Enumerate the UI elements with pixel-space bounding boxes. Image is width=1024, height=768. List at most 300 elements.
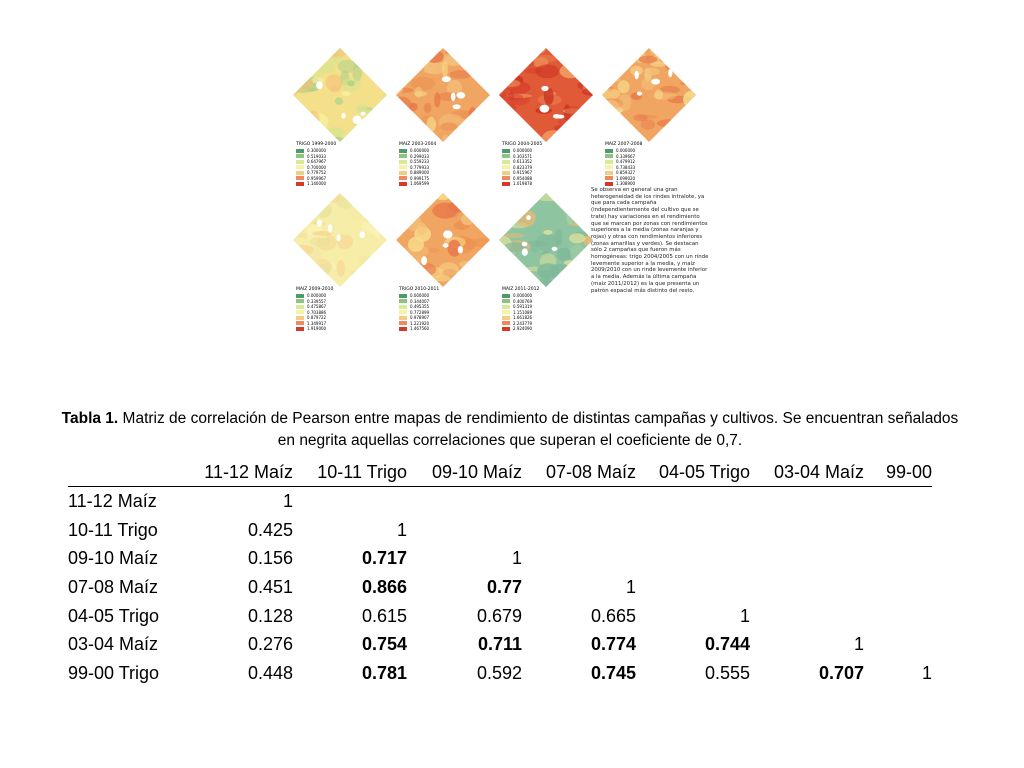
map-gap	[421, 256, 427, 265]
yield-patch	[566, 66, 591, 72]
yield-patch	[359, 256, 373, 270]
yield-patch	[681, 124, 689, 128]
yield-patch	[600, 77, 620, 82]
legend-swatch	[399, 316, 407, 320]
legend-value: 2.243779	[513, 320, 533, 326]
yield-patch	[341, 284, 364, 290]
legend-entry	[502, 326, 539, 332]
yield-patch	[290, 205, 300, 212]
map-gap	[526, 215, 531, 220]
legend-title: MAIZ 2009-2010	[296, 287, 334, 292]
map-gap	[651, 79, 660, 85]
yield-patch	[451, 283, 464, 291]
table-body	[68, 487, 932, 688]
yield-patch	[453, 190, 463, 197]
yield-patch	[466, 120, 481, 131]
yield-patch	[347, 80, 355, 86]
empty-cell	[636, 516, 750, 545]
yield-patch	[480, 215, 493, 223]
yield-patch	[363, 110, 375, 122]
yield-patch	[499, 79, 521, 87]
legend-swatch	[399, 165, 407, 169]
map-legend	[296, 287, 333, 332]
yield-patch	[567, 201, 580, 218]
legend-value: 0.779933	[410, 164, 430, 170]
table-caption	[60, 408, 960, 452]
legend-swatch	[399, 149, 407, 153]
yield-patch	[496, 199, 505, 216]
yield-patch	[417, 223, 428, 235]
yield-patch	[523, 274, 537, 288]
yield-patch	[309, 263, 318, 275]
yield-patch	[614, 45, 637, 54]
yield-patch	[393, 206, 410, 217]
legend-swatch	[502, 321, 510, 325]
yield-patch	[566, 130, 573, 145]
column-header: 04-05 Trigo	[636, 458, 750, 487]
yield-patch	[314, 63, 335, 74]
map-gap	[453, 104, 461, 109]
table-row	[68, 602, 932, 631]
legend-swatch	[296, 321, 304, 325]
row-label: 11-12 Maíz	[68, 490, 157, 511]
yield-patch	[609, 59, 619, 67]
yield-patch	[609, 56, 622, 63]
map-legend	[399, 287, 439, 332]
yield-patch	[534, 55, 558, 62]
yield-patch	[360, 128, 377, 145]
yield-patch	[435, 191, 451, 201]
table-header-row	[68, 458, 932, 487]
legend-value: 0.889000	[410, 170, 430, 176]
map-legend	[502, 142, 542, 187]
correlation-cell: 0.615	[361, 605, 407, 626]
yield-patch	[418, 57, 427, 65]
yield-patch	[372, 131, 386, 145]
yield-patch	[659, 49, 668, 63]
table-row	[68, 659, 932, 688]
map-legend	[605, 142, 642, 187]
yield-patch	[393, 45, 400, 53]
yield-patch	[585, 45, 596, 52]
yield-patch	[301, 277, 308, 288]
yield-patch	[496, 217, 511, 225]
row-label: 09-10 Maíz	[68, 548, 159, 569]
legend-entry	[605, 181, 642, 187]
legend-swatch	[399, 160, 407, 164]
legend-value: 0.823379	[513, 164, 533, 170]
yield-patch	[290, 216, 305, 225]
table-row	[68, 487, 932, 516]
yield-patch	[393, 260, 413, 269]
legend-entry	[399, 181, 436, 187]
yield-patch	[639, 56, 658, 64]
empty-cell	[864, 573, 932, 602]
yield-patch	[335, 97, 343, 104]
yield-patch	[459, 45, 468, 51]
yield-patch	[299, 191, 322, 204]
yield-patch	[506, 263, 516, 271]
yield-patch	[293, 48, 303, 56]
map-gap	[540, 105, 550, 113]
empty-cell	[293, 487, 407, 516]
yield-patch	[602, 100, 620, 117]
legend-swatch	[502, 182, 510, 186]
legend-swatch	[399, 294, 407, 298]
yield-patch	[383, 92, 390, 101]
yield-patch	[291, 116, 314, 120]
legend-title: MAIZ 2011-2012	[502, 287, 540, 292]
row-label: 99-00 Trigo	[68, 662, 160, 683]
yield-patch	[384, 220, 390, 225]
correlation-cell: 0.679	[476, 605, 522, 626]
legend-value: 1.221920	[410, 320, 430, 326]
yield-patch	[557, 248, 572, 261]
yield-patch	[693, 123, 699, 139]
yield-patch	[566, 209, 573, 224]
yield-patch	[371, 190, 390, 197]
empty-cell	[750, 516, 864, 545]
legend-swatch	[605, 171, 613, 175]
yield-patch	[312, 281, 321, 286]
legend-swatch	[502, 154, 510, 158]
yield-patch	[361, 198, 386, 216]
yield-patch	[582, 116, 596, 128]
map-gap	[451, 93, 456, 102]
yield-patch	[503, 47, 527, 53]
legend-swatch	[296, 310, 304, 314]
yield-patch	[326, 74, 343, 91]
row-label: 10-11 Trigo	[68, 519, 158, 540]
legend-swatch	[296, 182, 304, 186]
legend-swatch	[296, 299, 304, 303]
legend-swatch	[399, 299, 407, 303]
yield-patch	[373, 76, 384, 83]
yield-patch	[457, 46, 482, 61]
yield-patch	[502, 254, 519, 269]
correlation-cell: 1	[396, 519, 407, 540]
yield-patch	[607, 127, 622, 136]
legend-swatch	[296, 327, 304, 331]
empty-cell	[864, 487, 932, 516]
yield-patch	[424, 103, 432, 113]
yield-patch	[321, 47, 346, 59]
yield-patch	[461, 214, 474, 225]
yield-patch	[438, 262, 459, 276]
yield-patch	[535, 194, 560, 201]
legend-swatch	[605, 165, 613, 169]
empty-cell	[750, 602, 864, 631]
correlation-cell: 0.754	[361, 634, 407, 655]
legend-swatch	[399, 327, 407, 331]
yield-patch	[663, 60, 683, 64]
yield-patch	[560, 64, 582, 78]
legend-value: 0.000000	[410, 293, 430, 299]
correlation-cell: 0.448	[247, 662, 293, 683]
correlation-cell: 0.77	[486, 576, 522, 597]
yield-patch	[393, 88, 414, 93]
empty-cell	[407, 487, 522, 516]
yield-patch	[291, 58, 307, 66]
map-gap	[456, 92, 465, 99]
yield-patch	[543, 230, 552, 235]
yield-patch	[558, 277, 571, 288]
yield-patch	[555, 229, 563, 245]
yield-patch	[469, 107, 477, 121]
yield-patch	[376, 68, 382, 74]
legend-swatch	[502, 294, 510, 298]
header-corner	[68, 458, 183, 487]
legend-value: 0.647967	[307, 159, 327, 165]
yield-patch	[504, 121, 522, 135]
yield-patch	[677, 57, 684, 72]
yield-patch	[641, 119, 655, 129]
yield-patch	[487, 45, 493, 52]
yield-map	[496, 45, 596, 145]
legend-swatch	[399, 321, 407, 325]
map-gap	[541, 86, 548, 91]
yield-patch	[574, 211, 585, 219]
empty-cell	[636, 573, 750, 602]
yield-patch	[609, 56, 617, 66]
yield-patch	[564, 260, 575, 265]
map-gap	[522, 242, 528, 247]
empty-cell	[864, 544, 932, 573]
legend-swatch	[296, 294, 304, 298]
yield-patch	[294, 59, 303, 73]
yield-patch	[409, 47, 431, 55]
legend-entry	[502, 181, 542, 187]
yield-patch	[310, 237, 330, 247]
table-row	[68, 630, 932, 659]
legend-value: 1.349917	[307, 320, 327, 326]
yield-patch	[512, 59, 535, 67]
yield-patch	[496, 190, 502, 206]
yield-patch	[412, 135, 437, 139]
yield-patch	[686, 113, 699, 127]
yield-patch	[376, 271, 390, 288]
yield-patch	[398, 276, 411, 285]
legend-swatch	[399, 182, 407, 186]
yield-patch	[496, 123, 510, 138]
row-label: 03-04 Maíz	[68, 634, 159, 655]
yield-patch	[584, 130, 596, 135]
yield-patch	[601, 89, 620, 100]
legend-title: MAIZ 2007-2008	[605, 142, 643, 147]
yield-patch	[337, 260, 346, 277]
yield-patch	[560, 128, 577, 144]
legend-value: 0.000000	[307, 293, 327, 299]
correlation-cell: 1	[511, 548, 522, 569]
legend-swatch	[502, 165, 510, 169]
yield-patch	[506, 274, 515, 288]
legend-value: 0.559233	[410, 159, 430, 165]
legend-swatch	[502, 316, 510, 320]
yield-patch	[424, 67, 435, 73]
yield-patch	[393, 190, 409, 203]
legend-value: 1.467560	[410, 326, 430, 332]
yield-patch	[398, 59, 412, 67]
correlation-cell: 1	[282, 490, 293, 511]
empty-cell	[522, 544, 636, 573]
yield-patch	[657, 119, 680, 127]
yield-patch	[479, 198, 493, 214]
yield-patch	[455, 45, 461, 49]
map-gap	[458, 246, 463, 253]
legend-title: TRIGO 2004-2005	[502, 142, 543, 147]
legend-swatch	[502, 310, 510, 314]
empty-cell	[864, 630, 932, 659]
map-legend	[502, 287, 539, 332]
legend-swatch	[502, 305, 510, 309]
yield-patch	[341, 91, 351, 96]
yield-patch	[462, 53, 471, 68]
map-gap	[442, 76, 451, 82]
yield-patch	[655, 89, 663, 99]
yield-patch	[440, 122, 457, 130]
yield-map	[599, 45, 699, 145]
correlation-cell: 0.276	[247, 634, 293, 655]
yield-patch	[470, 204, 480, 219]
legend-value: 0.339667	[616, 153, 636, 159]
legend-value: 0.859327	[616, 170, 636, 176]
yield-patch	[559, 46, 565, 58]
legend-value: 0.999175	[410, 175, 430, 181]
legend-value: 0.915967	[513, 170, 533, 176]
yield-patch	[327, 127, 345, 138]
yield-patch	[348, 49, 364, 56]
yield-patch	[473, 52, 482, 56]
yield-patch	[373, 190, 384, 198]
yield-patch	[599, 45, 616, 54]
table-row	[68, 573, 932, 602]
legend-value: 0.613352	[513, 159, 533, 165]
yield-patch	[358, 130, 373, 146]
map-gap	[316, 81, 323, 89]
correlation-cell: 1	[625, 576, 636, 597]
yield-patch	[662, 141, 679, 145]
yield-patch	[570, 245, 585, 261]
yield-patch	[537, 278, 555, 289]
table-row	[68, 544, 932, 573]
legend-value: 0.475867	[307, 304, 327, 310]
empty-cell	[407, 516, 522, 545]
yield-patch	[475, 267, 487, 273]
yield-patch	[404, 74, 412, 83]
legend-title: TRIGO 1999-2000	[296, 142, 337, 147]
legend-swatch	[296, 165, 304, 169]
legend-swatch	[502, 299, 510, 303]
yield-patch	[496, 116, 516, 123]
yield-patch	[570, 275, 578, 280]
correlation-cell: 0.156	[247, 548, 293, 569]
yield-patch	[364, 208, 372, 223]
empty-cell	[750, 487, 864, 516]
yield-patch	[336, 196, 354, 209]
yield-patch	[290, 113, 298, 127]
yield-patch	[525, 45, 536, 55]
yield-patch	[587, 116, 595, 124]
legend-swatch	[296, 154, 304, 158]
legend-swatch	[502, 176, 510, 180]
yield-patch	[415, 190, 440, 197]
empty-cell	[636, 544, 750, 573]
yield-patch	[442, 135, 450, 144]
legend-swatch	[605, 160, 613, 164]
legend-value: 0.978907	[410, 315, 430, 321]
correlation-cell: 0.707	[818, 662, 864, 683]
yield-patch	[484, 251, 491, 255]
legend-entry	[399, 326, 439, 332]
yield-patch	[290, 45, 307, 55]
column-header: 99-00	[864, 458, 932, 487]
correlation-cell: 0.744	[704, 634, 750, 655]
correlation-cell: 0.425	[247, 519, 293, 540]
legend-swatch	[296, 171, 304, 175]
table-row	[68, 516, 932, 545]
yield-patch	[516, 209, 536, 226]
yield-patch	[579, 76, 595, 83]
yield-patch	[393, 198, 405, 209]
yield-patch	[409, 103, 417, 111]
map-legend	[296, 142, 336, 187]
yield-patch	[575, 46, 594, 53]
yield-patch	[393, 276, 408, 287]
legend-value: 0.300000	[307, 148, 327, 154]
yield-patch	[350, 270, 371, 274]
legend-value: 1.308900	[616, 181, 636, 187]
legend-value: 1.919000	[307, 326, 327, 332]
yield-patch	[479, 266, 493, 271]
yield-patch	[402, 74, 409, 82]
yield-patch	[465, 140, 486, 145]
yield-patch	[402, 57, 427, 62]
legend-swatch	[502, 160, 510, 164]
correlation-cell: 0.665	[590, 605, 636, 626]
yield-patch	[496, 105, 502, 120]
correlation-table	[68, 458, 932, 688]
yield-patch	[307, 111, 319, 128]
figure-note: Se observa en general una gran heterogeneidad de los rindes intralote, ya que para cada campaña (independientemente del cultivo que se trate) hay variaciones en el rendimiento que se marcan por zonas con rendimientos superiores a la media (zonas naranjas y rojas) y otras con rendimientos inferiores (zonas amarillas y verdes). Se destacan sólo 2 campañas que fueron más homogéneas: trigo 2004/2005 con un rinde levemente superior a la media, y maíz 2009/2010 con un rinde levemente inferior a la media. Además la última campaña (maíz 2011/2012) es la que presenta un patrón espacial más distinto del resto.	[591, 187, 709, 294]
correlation-cell: 0.128	[247, 605, 293, 626]
correlation-cell: 1	[921, 662, 932, 683]
yield-patch	[369, 251, 377, 268]
yield-patch	[498, 93, 523, 101]
legend-value: 0.772899	[410, 309, 430, 315]
yield-patch	[409, 195, 417, 206]
legend-entry	[296, 326, 333, 332]
legend-title: TRIGO 2010-2011	[399, 287, 440, 292]
legend-value: 1.140000	[307, 181, 327, 187]
legend-title: MAIZ 2003-2004	[399, 142, 437, 147]
map-gap	[443, 243, 449, 247]
yield-patch	[503, 115, 524, 129]
legend-value: 1.099020	[616, 175, 636, 181]
legend-swatch	[399, 154, 407, 158]
legend-value: 0.738433	[616, 164, 636, 170]
yield-patch	[618, 80, 630, 93]
legend-swatch	[399, 310, 407, 314]
map-gap	[341, 113, 345, 119]
map-gap	[328, 224, 332, 233]
yield-patch	[462, 280, 485, 290]
yield-patch	[371, 258, 380, 262]
row-label: 07-08 Maíz	[68, 576, 159, 597]
yield-patch	[402, 268, 418, 273]
yield-patch	[290, 213, 309, 226]
yield-patch	[499, 269, 516, 274]
yield-patch	[371, 194, 377, 202]
